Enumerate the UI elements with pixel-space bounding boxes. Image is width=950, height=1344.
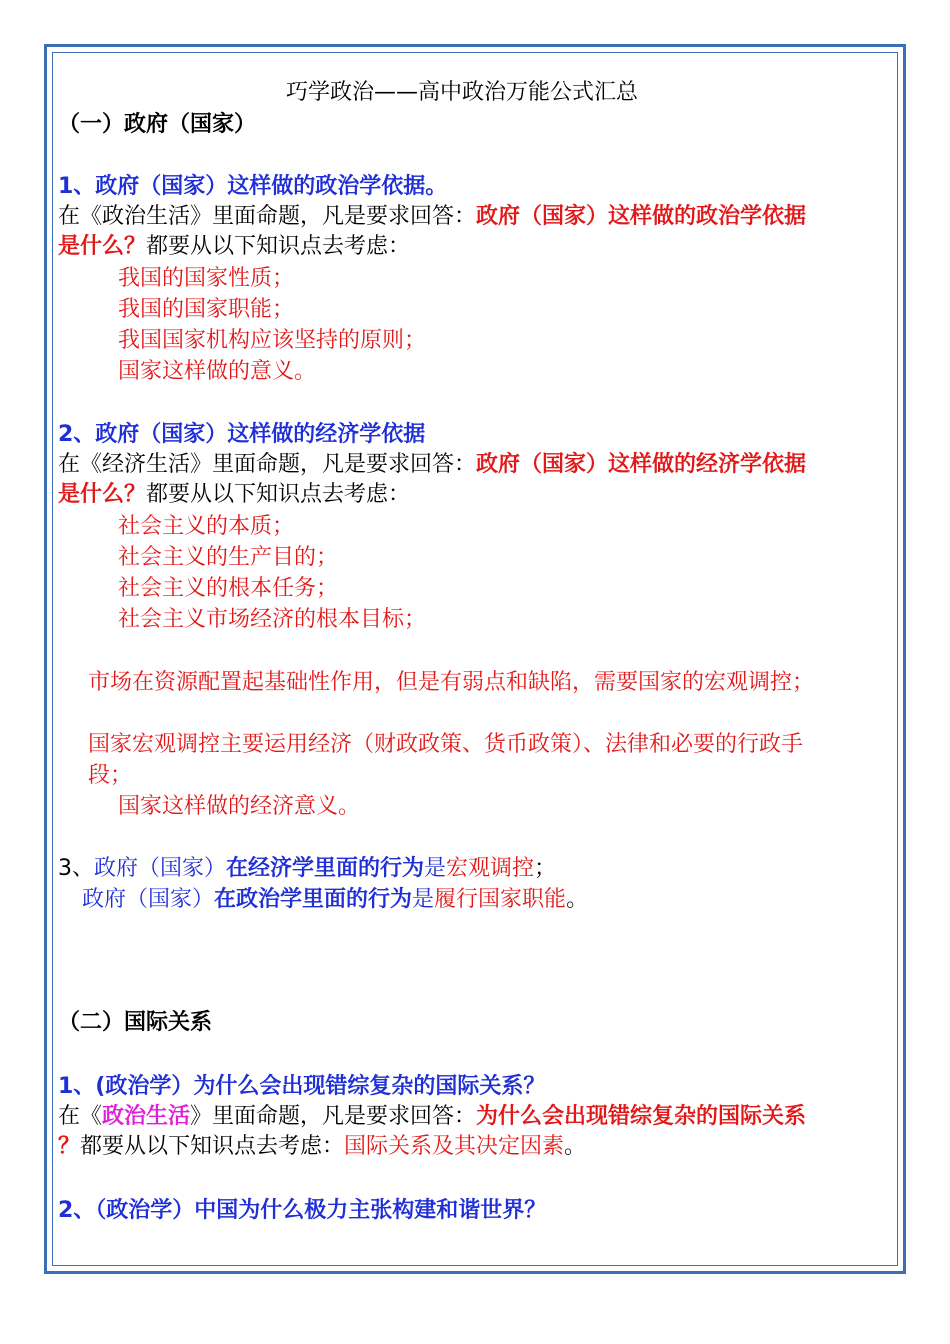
behavior-label: 在经济学里面的行为 (226, 856, 425, 881)
section-heading-international: （二）国际关系 (58, 1010, 213, 1035)
subheading-political-basis: 1、政府（国家）这样做的政治学依据。 (58, 174, 448, 199)
intro-economic-line2 (58, 480, 410, 510)
intro-economic-line1 (58, 450, 806, 480)
point-number: 3、 (58, 856, 94, 881)
intro-text: 在《政治生活》里面命题，凡是要求回答： (58, 204, 477, 229)
list-item: 国家这样做的意义。 (118, 359, 317, 384)
list-item: 我国的国家性质； (118, 266, 295, 291)
behavior-value: 履行国家职能 (434, 887, 567, 912)
intro-international-line1 (58, 1102, 806, 1132)
intro-question: 为什么会出现错综复杂的国际关系 (476, 1104, 807, 1129)
intro-question: 政府（国家）这样做的经济学依据 (476, 452, 807, 477)
intro-question: 政府（国家）这样做的政治学依据 (476, 204, 807, 229)
list-item: 社会主义的根本任务； (118, 576, 339, 601)
subject: 政府（国家） (82, 887, 215, 912)
intro-question-end: 是什么？ (58, 482, 147, 507)
list-item: 社会主义的本质； (118, 514, 295, 539)
book-title: 政治生活 (102, 1104, 191, 1129)
intro-text-end: 都要从以下知识点去考虑： (146, 482, 411, 507)
knowledge-point: 国际关系及其决定因素 (344, 1134, 565, 1159)
intro-text: 在《 (58, 1104, 103, 1129)
behavior-label: 在政治学里面的行为 (214, 887, 413, 912)
list-item: 社会主义市场经济的根本目标； (118, 607, 427, 632)
note-market: 市场在资源配置起基础性作用，但是有弱点和缺陷，需要国家的宏观调控； (88, 670, 815, 695)
intro-text: 都要从以下知识点去考虑： (80, 1134, 345, 1159)
punctuation: 。 (566, 887, 589, 912)
punctuation: 。 (564, 1134, 587, 1159)
connector: 是 (424, 856, 447, 881)
punctuation: ； (534, 856, 557, 881)
intro-political-line1 (58, 202, 806, 232)
subheading-harmonious-world: 2、（政治学）中国为什么极力主张构建和谐世界？ (58, 1198, 547, 1223)
intro-text: 》里面命题，凡是要求回答： (190, 1104, 477, 1129)
intro-question-end: ？ (58, 1134, 81, 1159)
note-macro-control-line1: 国家宏观调控主要运用经济（财政政策、货币政策）、法律和必要的行政手 (88, 732, 804, 757)
document-title: 巧学政治——高中政治万能公式汇总 (286, 80, 639, 105)
section-heading-government: （一）政府（国家） (58, 112, 257, 137)
intro-question-end: 是什么？ (58, 234, 147, 259)
subject: 政府（国家） (94, 856, 227, 881)
connector: 是 (412, 887, 435, 912)
subheading-international-complex: 1、(政治学）为什么会出现错综复杂的国际关系？ (58, 1074, 546, 1099)
behavior-value: 宏观调控 (446, 856, 535, 881)
note-economic-significance: 国家这样做的经济意义。 (118, 794, 361, 819)
list-item: 我国国家机构应该坚持的原则； (118, 328, 427, 353)
subheading-economic-basis: 2、政府（国家）这样做的经济学依据 (58, 422, 426, 447)
list-item: 我国的国家职能； (118, 297, 295, 322)
intro-text-end: 都要从以下知识点去考虑： (146, 234, 411, 259)
point-3-line2 (82, 885, 588, 915)
point-3-line1 (58, 854, 556, 884)
note-macro-control-line2: 段； (88, 763, 133, 788)
intro-political-line2 (58, 232, 410, 262)
intro-text: 在《经济生活》里面命题，凡是要求回答： (58, 452, 477, 477)
intro-international-line2 (58, 1132, 586, 1162)
list-item: 社会主义的生产目的； (118, 545, 339, 570)
